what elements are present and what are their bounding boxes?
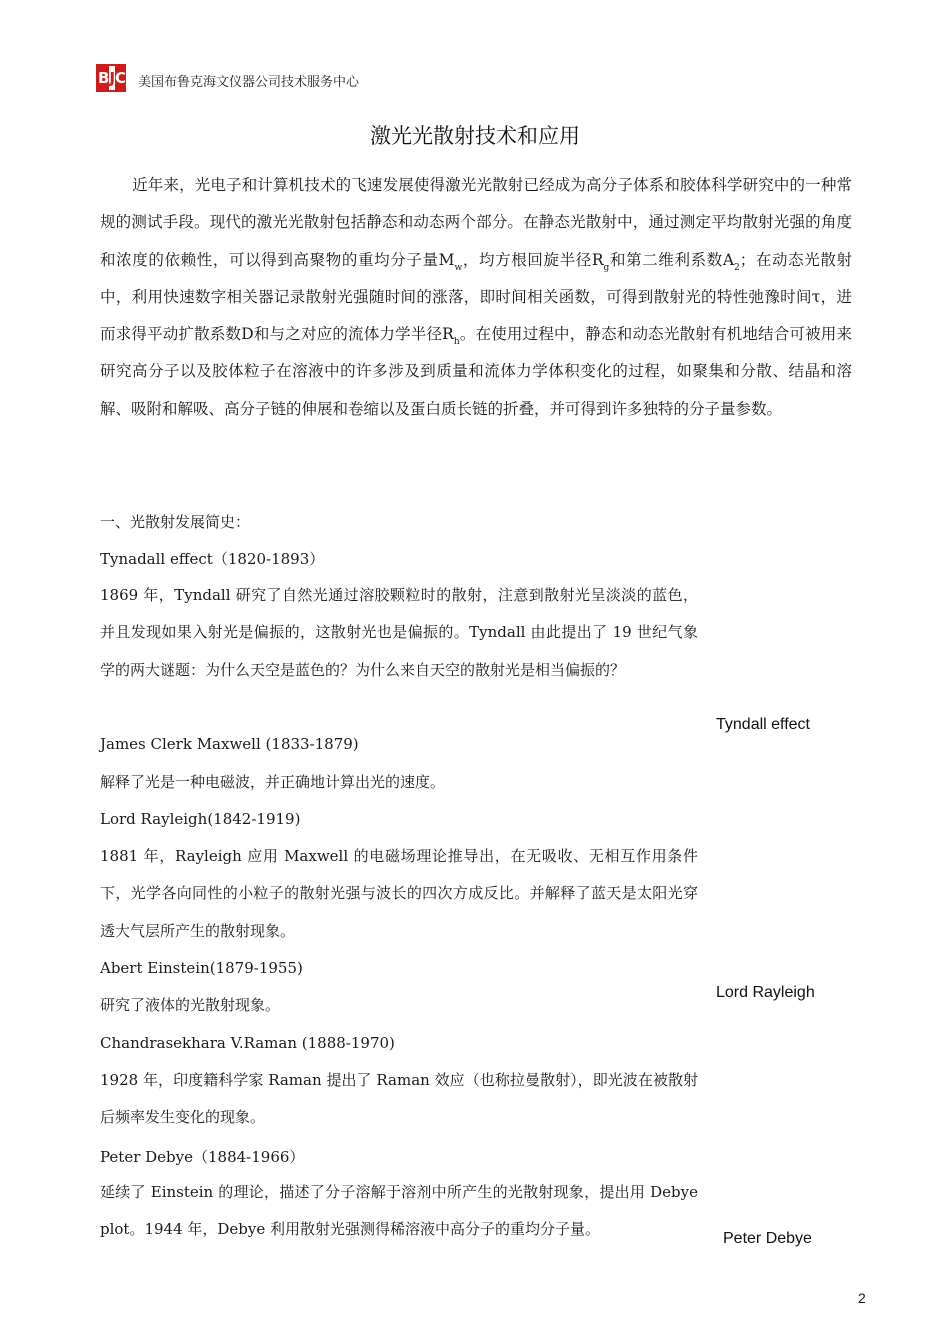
intro-text: 近年来，光电子和计算机技术的飞速发展使得激光光散射已经成为高分子体系和胶体科学研究中的一种常规的测试手段。现代的激光光散射包括静态和动态两个部分。在静态光散射中，通过测定平均散射光强的角度和浓度的依赖性，可以得到高聚物的重均分子量M [100, 176, 852, 269]
history-text: 解释了光是一种电磁波，并正确地计算出光的速度。 [100, 773, 446, 791]
caption-tyndall: Tyndall effect [716, 716, 810, 733]
company-name: 美国布鲁克海文仪器公司技术服务中心 [138, 75, 360, 90]
intro-text: ，均方根回旋半径R [462, 250, 604, 269]
company-logo [96, 64, 126, 92]
logo-letter: J [109, 66, 115, 90]
intro-text: ；在动态光散射中，利用快速数字相关器记录散射光强随时间的涨落，即时间相关函数，可得到散射光的特性弛豫时间τ，进而求得平动扩散系数D和与之对应的流体力学半径R [100, 250, 853, 344]
logo-letter: B [98, 66, 109, 90]
history-name: James Clerk Maxwell (1833-1879) [100, 735, 359, 753]
subscript: h [453, 337, 460, 348]
history-name: Lord Rayleigh(1842-1919) [100, 810, 301, 828]
subscript: g [603, 262, 610, 273]
history-name: Peter Debye（1884-1966） [100, 1148, 305, 1166]
history-text: 延续了 Einstein 的理论，描述了分子溶解于溶剂中所产生的光散射现象，提出用 Debye plot。1944 年，Debye 利用散射光强测得稀溶液中高分子的重均分子量。 [100, 1183, 698, 1239]
subscript: w [454, 262, 463, 273]
history-text: 1928 年，印度籍科学家 Raman 提出了 Raman 效应（也称拉曼散射），即光波在被散射后频率发生变化的现象。 [100, 1071, 698, 1127]
intro-text: 和第二维利系数A [609, 250, 735, 269]
history-text: 1869 年，Tyndall 研究了自然光通过溶胶颗粒时的散射，注意到散射光呈淡淡的蓝色，并且发现如果入射光是偏振的，这散射光也是偏振的。Tyndall 由此提出了 19 世纪气象学的两大谜题：为什么天空是蓝色的？为什么来自天空的散射光是相当偏振的？ [100, 586, 698, 679]
intro-paragraph [100, 167, 852, 428]
history-text: 研究了液体的光散射现象。 [100, 996, 281, 1014]
page-number: 2 [858, 1290, 866, 1306]
page-title: 激光光散射技术和应用 [370, 124, 580, 148]
section-heading: 一、光散射发展简史： [100, 513, 251, 531]
caption-rayleigh: Lord Rayleigh [716, 984, 815, 1001]
caption-debye: Peter Debye [723, 1230, 812, 1247]
history-name: Abert Einstein(1879-1955) [100, 959, 303, 977]
history-name: Chandrasekhara V.Raman (1888-1970) [100, 1034, 395, 1052]
history-name: Tynadall effect（1820-1893） [100, 550, 325, 568]
history-text: 1881 年，Rayleigh 应用 Maxwell 的电磁场理论推导出，在无吸收、无相互作用条件下，光学各向同性的小粒子的散射光强与波长的四次方成反比。并解释了蓝天是太阳光穿透大气层所产生的散射现象。 [100, 847, 698, 940]
logo-letter: C [115, 66, 126, 90]
subscript: 2 [734, 262, 740, 273]
intro-text: 。在使用过程中，静态和动态光散射有机地结合可被用来研究高分子以及胶体粒子在溶液中的许多涉及到质量和流体力学体积变化的过程，如聚集和分散、结晶和溶解、吸附和解吸、高分子链的伸展和卷缩以及蛋白质长链的折叠，并可得到许多独特的分子量参数。 [100, 325, 852, 418]
